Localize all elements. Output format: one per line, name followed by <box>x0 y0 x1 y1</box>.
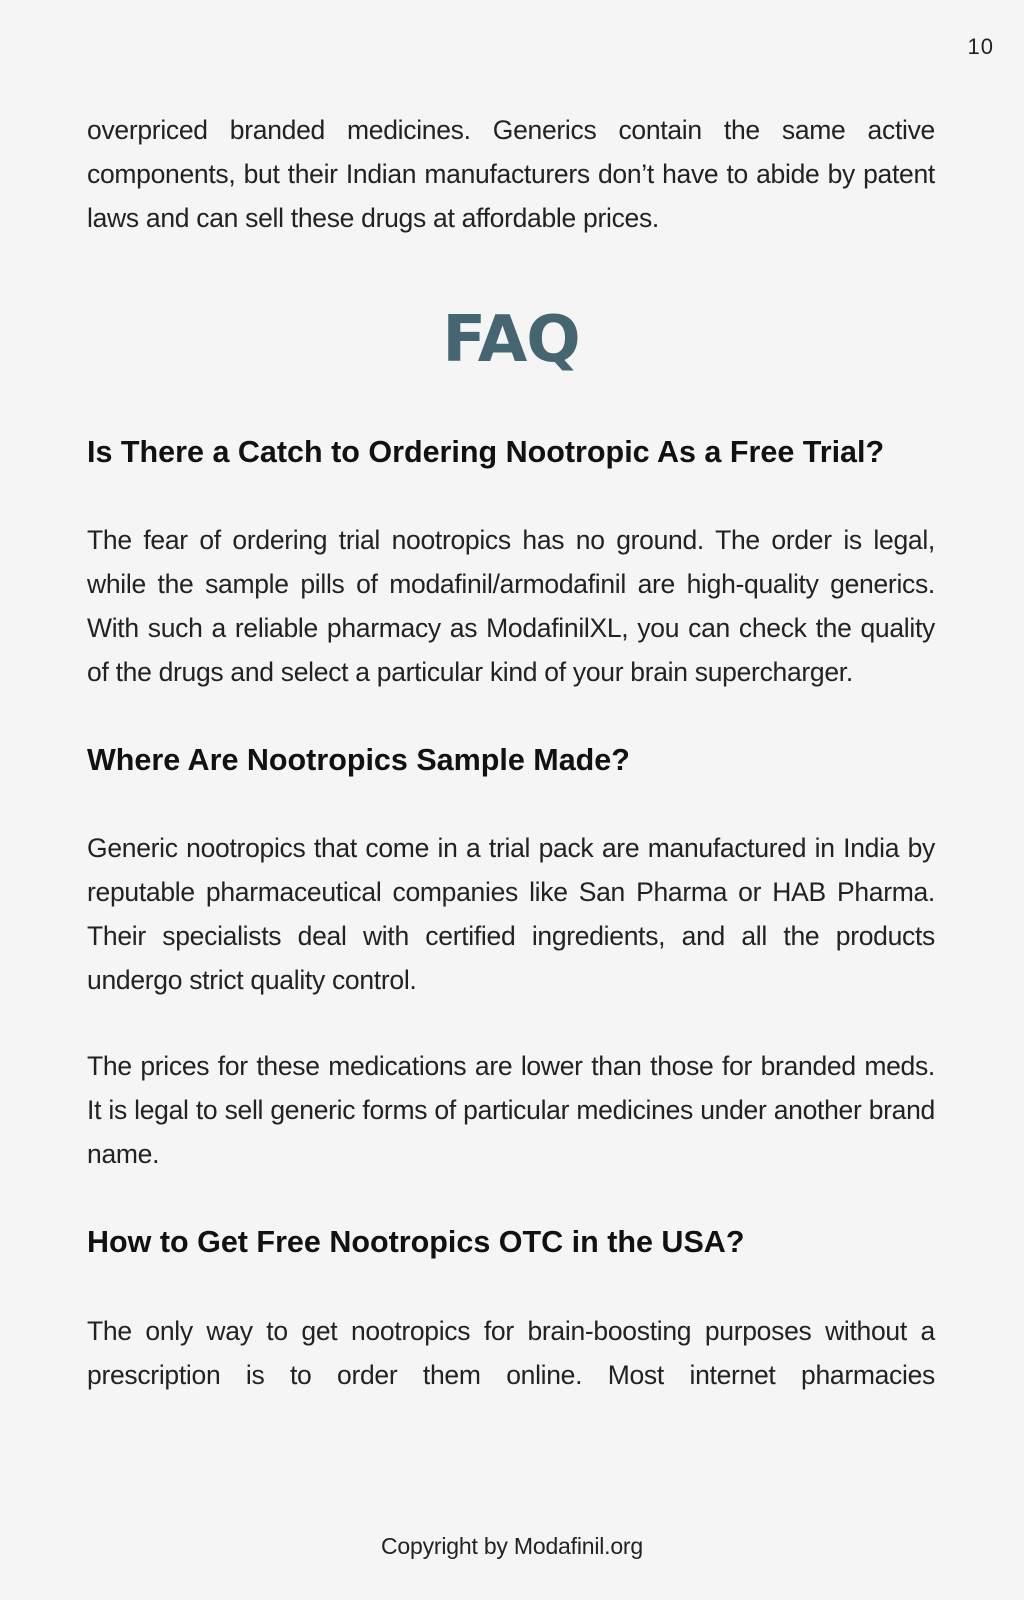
copyright-footer: Copyright by Modafinil.org <box>381 1533 643 1559</box>
intro-paragraph: overpriced branded medicines. Generics contain the same active components, but their Indian manufacturers don’t have to abide by patent laws and can sell these drugs at affordable prices. <box>87 115 935 233</box>
faq-answer-where-made-prices: The prices for these medications are lower than those for branded meds. It is legal to sell generic forms of particular medicines under another brand name. <box>87 1051 935 1170</box>
faq-title: FAQ <box>442 303 580 377</box>
faq-question-otc-usa: How to Get Free Nootropics OTC in the USA? <box>87 1225 745 1260</box>
faq-answer-otc-usa: The only way to get nootropics for brain-boosting purposes without a prescription is to order them online. Most internet pharmacies <box>87 1315 935 1390</box>
page-content <box>87 108 935 1397</box>
faq-answer-where-made: Generic nootropics that come in a trial pack are manufactured in India by reputable pharmaceutical companies like San Pharma or HAB Pharma. Their specialists deal with certified ingredients, and all the products undergo strict quality control. <box>87 833 935 996</box>
faq-question-free-trial: Is There a Catch to Ordering Nootropic As a Free Trial? <box>87 435 885 469</box>
faq-question-where-made: Where Are Nootropics Sample Made? <box>87 742 630 777</box>
page-number: 10 <box>967 34 994 59</box>
faq-answer-free-trial: The fear of ordering trial nootropics has no ground. The order is legal, while the sample pills of modafinil/armodafinil are high-quality generics. With such a reliable pharmacy as ModafinilXL, you can check the quality of the drugs and select a particular kind of your brain supercharger. <box>87 524 935 687</box>
